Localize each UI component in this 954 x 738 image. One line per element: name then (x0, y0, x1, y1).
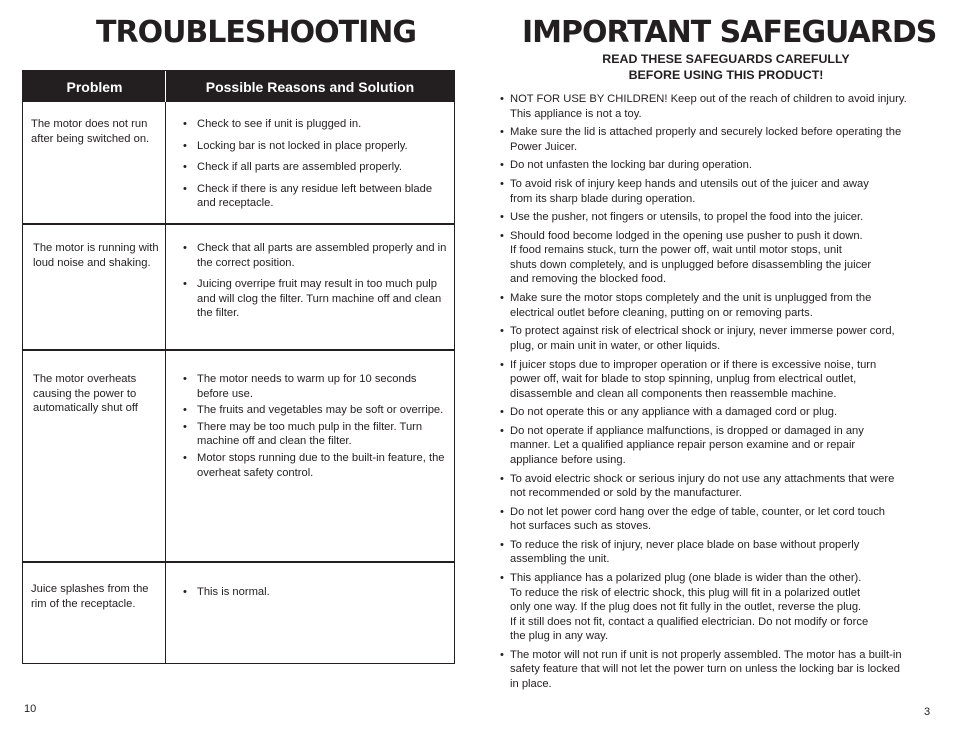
solution-item: • Check if there is any residue left between blade and receptacle. (183, 182, 451, 211)
safeguards-subheading (560, 52, 892, 83)
solution-item: • Check if all parts are assembled properly. (183, 160, 451, 175)
table-header (23, 71, 454, 102)
safeguard-item: • Do not let power cord hang over the edge of table, counter, or let cord touch hot surfaces such as stoves. (500, 505, 940, 534)
solution-item: • This is normal. (183, 585, 451, 600)
row-divider (23, 223, 454, 225)
row-divider (23, 349, 454, 351)
solution-list (183, 585, 451, 607)
problem-cell: The motor is running with loud noise and shaking. (33, 242, 159, 269)
safeguard-item: • Do not unfasten the locking bar during operation. (500, 158, 940, 173)
solution-item: • Check to see if unit is plugged in. (183, 117, 451, 132)
solution-item: • Locking bar is not locked in place properly. (183, 139, 451, 154)
solution-item: • The motor needs to warm up for 10 seconds before use. (183, 372, 451, 401)
safeguard-item: • This appliance has a polarized plug (one blade is wider than the other). To reduce the risk of electric shock, this plug will fit in a polarized outlet only one way. If the plug does not fit fully in the outlet, reverse the plug. If it still does not fit, contact a qualified electrician. Do not modify or force the plug in any way. (500, 571, 940, 644)
safeguard-item: • Make sure the lid is attached properly and securely locked before operating the Power Juicer. (500, 125, 940, 154)
safeguard-item: • NOT FOR USE BY CHILDREN! Keep out of the reach of children to avoid injury. This appliance is not a toy. (500, 92, 940, 121)
problem-cell: The motor does not run after being switched on. (31, 118, 150, 145)
row-divider (23, 561, 454, 563)
safeguards-list (500, 92, 940, 696)
safeguard-item: • To avoid electric shock or serious injury do not use any attachments that were not recommended or sold by the manufacturer. (500, 472, 940, 501)
safeguard-item: • Use the pusher, not fingers or utensils, to propel the food into the juicer. (500, 210, 940, 225)
safeguard-item: • The motor will not run if unit is not properly assembled. The motor has a built-in safety feature that will not let the power turn on unless the locking bar is locked in place. (500, 648, 940, 692)
solution-list (183, 372, 451, 482)
solution-item: • Motor stops running due to the built-in feature, the overheat safety control. (183, 451, 451, 480)
solution-item: • The fruits and vegetables may be soft or overripe. (183, 403, 451, 418)
subheading-line: BEFORE USING THIS PRODUCT! (628, 67, 824, 82)
problem-cell: Juice splashes from the rim of the receptacle. (31, 583, 149, 610)
safeguard-item: • Do not operate if appliance malfunctions, is dropped or damaged in any manner. Let a qualified appliance repair person examine and or repair appliance before using. (500, 424, 940, 468)
safeguard-item: • To reduce the risk of injury, never place blade on base without properly assembling the unit. (500, 538, 940, 567)
safeguard-item: • Should food become lodged in the opening use pusher to push it down. If food remains stuck, turn the power off, wait until motor stops, unit shuts down completely, and is unplugged before disassembling the juicer and removing the blocked food. (500, 229, 940, 287)
safeguard-item: • Do not operate this or any appliance with a damaged cord or plug. (500, 405, 940, 420)
safeguard-item: • To protect against risk of electrical shock or injury, never immerse power cord, plug, or main unit in water, or other liquids. (500, 324, 940, 353)
page-number-right: 3 (924, 706, 931, 718)
page-number-left: 10 (24, 703, 37, 715)
safeguard-item: • If juicer stops due to improper operation or if there is excessive noise, turn power off, wait for blade to stop spinning, unplug from electrical outlet, disassemble and clean all components then reassemble machine. (500, 358, 940, 402)
solution-list (183, 241, 451, 328)
troubleshooting-title: TROUBLESHOOTING (96, 15, 416, 50)
solution-list (183, 117, 451, 218)
column-divider (165, 102, 166, 663)
solution-item: • Juicing overripe fruit may result in too much pulp and will clog the filter. Turn machine off and clean the filter. (183, 277, 451, 321)
troubleshooting-table (22, 70, 455, 664)
safeguards-title: IMPORTANT SAFEGUARDS (522, 15, 937, 50)
header-divider (165, 71, 166, 102)
problem-column-header: Problem (66, 79, 123, 95)
safeguard-item: • Make sure the motor stops completely and the unit is unplugged from the electrical outlet before cleaning, putting on or removing parts. (500, 291, 940, 320)
solution-item: • Check that all parts are assembled properly and in the correct position. (183, 241, 451, 270)
subheading-line: READ THESE SAFEGUARDS CAREFULLY (602, 52, 850, 66)
solution-column-header: Possible Reasons and Solution (205, 79, 415, 95)
solution-item: • There may be too much pulp in the filter. Turn machine off and clean the filter. (183, 420, 451, 449)
problem-cell: The motor overheats causing the power to automatically shut off (33, 373, 138, 415)
safeguard-item: • To avoid risk of injury keep hands and utensils out of the juicer and away from its sharp blade during operation. (500, 177, 940, 206)
